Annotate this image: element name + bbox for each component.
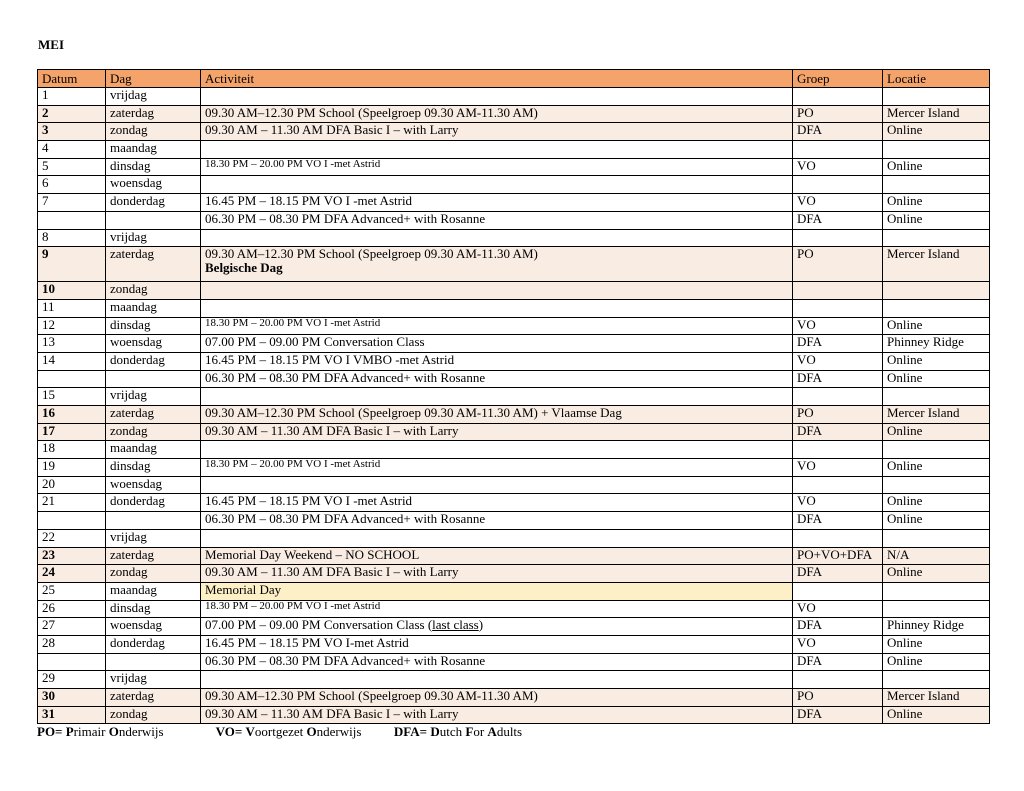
cell-activiteit: [201, 176, 793, 194]
cell-locatie: Online: [883, 494, 990, 512]
cell-groep: DFA: [793, 123, 883, 141]
legend-initial: V: [245, 724, 255, 739]
table-row: [38, 247, 990, 282]
cell-activiteit: [201, 671, 793, 689]
cell-datum: 21: [38, 494, 106, 512]
cell-groep: DFA: [793, 370, 883, 388]
cell-activiteit: [201, 529, 793, 547]
cell-locatie: Mercer Island: [883, 105, 990, 123]
cell-datum: [38, 653, 106, 671]
table-row: [38, 158, 990, 176]
cell-dag: dinsdag: [106, 459, 201, 477]
cell-groep: [793, 388, 883, 406]
cell-datum: [38, 512, 106, 530]
cell-locatie: Online: [883, 459, 990, 477]
cell-locatie: Online: [883, 123, 990, 141]
cell-activiteit: Memorial Day Weekend – NO SCHOOL: [201, 547, 793, 565]
cell-dag: [106, 512, 201, 530]
cell-locatie: [883, 141, 990, 159]
cell-dag: donderdag: [106, 494, 201, 512]
cell-locatie: [883, 476, 990, 494]
cell-dag: zaterdag: [106, 689, 201, 707]
cell-activiteit: Memorial Day: [201, 582, 793, 600]
cell-groep: [793, 229, 883, 247]
legend-word: oortgezet: [254, 724, 307, 739]
activity-line: 09.30 AM–12.30 PM School (Speelgroep 09.30 AM-11.30 AM): [205, 246, 538, 262]
cell-locatie: Online: [883, 211, 990, 229]
table-row: [38, 176, 990, 194]
cell-dag: zaterdag: [106, 105, 201, 123]
cell-locatie: Phinney Ridge: [883, 618, 990, 636]
legend-item: [394, 724, 522, 740]
cell-datum: 18: [38, 441, 106, 459]
cell-activiteit: [201, 299, 793, 317]
cell-datum: 20: [38, 476, 106, 494]
cell-groep: VO: [793, 158, 883, 176]
cell-dag: zondag: [106, 565, 201, 583]
table-row: [38, 600, 990, 618]
cell-datum: 12: [38, 317, 106, 335]
cell-locatie: [883, 600, 990, 618]
cell-activiteit: 16.45 PM – 18.15 PM VO I -met Astrid: [201, 194, 793, 212]
cell-datum: 22: [38, 529, 106, 547]
cell-locatie: [883, 229, 990, 247]
table-row: [38, 653, 990, 671]
cell-groep: PO: [793, 105, 883, 123]
cell-locatie: Mercer Island: [883, 247, 990, 282]
cell-activiteit: [201, 476, 793, 494]
cell-activiteit: 09.30 AM–12.30 PM School (Speelgroep 09.30 AM-11.30 AM) + Vlaamse Dag: [201, 406, 793, 424]
cell-groep: PO: [793, 689, 883, 707]
cell-locatie: Online: [883, 653, 990, 671]
cell-dag: maandag: [106, 441, 201, 459]
cell-datum: 15: [38, 388, 106, 406]
cell-dag: dinsdag: [106, 317, 201, 335]
table-row: [38, 547, 990, 565]
cell-datum: 31: [38, 706, 106, 724]
cell-datum: [38, 211, 106, 229]
cell-groep: DFA: [793, 653, 883, 671]
legend-initial: O: [306, 724, 317, 739]
cell-locatie: N/A: [883, 547, 990, 565]
cell-activiteit: 18.30 PM – 20.00 PM VO I -met Astrid: [201, 158, 793, 176]
legend-abbr: DFA=: [393, 724, 428, 739]
cell-activiteit: 16.45 PM – 18.15 PM VO I-met Astrid: [201, 635, 793, 653]
table-row: [38, 388, 990, 406]
cell-locatie: Online: [883, 370, 990, 388]
table-row: [38, 529, 990, 547]
cell-groep: [793, 176, 883, 194]
cell-dag: woensdag: [106, 476, 201, 494]
cell-groep: [793, 299, 883, 317]
cell-groep: DFA: [793, 335, 883, 353]
cell-activiteit: 09.30 AM – 11.30 AM DFA Basic I – with Larry: [201, 565, 793, 583]
cell-dag: dinsdag: [106, 158, 201, 176]
cell-dag: [106, 211, 201, 229]
cell-locatie: Online: [883, 158, 990, 176]
cell-locatie: Online: [883, 512, 990, 530]
cell-activiteit: 09.30 AM – 11.30 AM DFA Basic I – with Larry: [201, 706, 793, 724]
cell-datum: 30: [38, 689, 106, 707]
cell-dag: vrijdag: [106, 88, 201, 106]
legend-word: rimair: [73, 724, 109, 739]
table-row: [38, 618, 990, 636]
cell-dag: maandag: [106, 141, 201, 159]
table-row: [38, 370, 990, 388]
cell-activiteit: 18.30 PM – 20.00 PM VO I -met Astrid: [201, 600, 793, 618]
cell-dag: zondag: [106, 423, 201, 441]
cell-groep: VO: [793, 635, 883, 653]
cell-datum: 7: [38, 194, 106, 212]
cell-activiteit: 06.30 PM – 08.30 PM DFA Advanced+ with Rosanne: [201, 211, 793, 229]
cell-activiteit: [201, 441, 793, 459]
cell-datum: 19: [38, 459, 106, 477]
table-row: [38, 105, 990, 123]
table-row: [38, 299, 990, 317]
cell-locatie: Phinney Ridge: [883, 335, 990, 353]
legend-abbr: PO=: [37, 724, 63, 739]
cell-locatie: [883, 582, 990, 600]
cell-locatie: Mercer Island: [883, 689, 990, 707]
cell-dag: zondag: [106, 706, 201, 724]
legend-initial: P: [65, 724, 74, 739]
table-row: [38, 476, 990, 494]
cell-locatie: Online: [883, 194, 990, 212]
cell-datum: 2: [38, 105, 106, 123]
cell-groep: DFA: [793, 211, 883, 229]
cell-dag: woensdag: [106, 618, 201, 636]
cell-activiteit: 18.30 PM – 20.00 PM VO I -met Astrid: [201, 317, 793, 335]
table-row: [38, 194, 990, 212]
cell-dag: [106, 653, 201, 671]
cell-datum: 16: [38, 406, 106, 424]
activity-text-end: ): [478, 617, 484, 633]
cell-datum: 11: [38, 299, 106, 317]
header-activiteit: Activiteit: [201, 70, 793, 88]
cell-locatie: [883, 441, 990, 459]
cell-groep: DFA: [793, 423, 883, 441]
legend-gap: [164, 724, 216, 739]
legend-word: nderwijs: [118, 724, 164, 739]
cell-groep: VO: [793, 317, 883, 335]
cell-activiteit: [201, 618, 793, 636]
table-row: [38, 211, 990, 229]
cell-groep: [793, 88, 883, 106]
cell-activiteit: [201, 388, 793, 406]
cell-groep: [793, 529, 883, 547]
cell-locatie: [883, 88, 990, 106]
cell-dag: donderdag: [106, 635, 201, 653]
cell-activiteit: 06.30 PM – 08.30 PM DFA Advanced+ with Rosanne: [201, 512, 793, 530]
cell-dag: [106, 370, 201, 388]
table-row: [38, 123, 990, 141]
table-row: [38, 229, 990, 247]
cell-activiteit: 09.30 AM – 11.30 AM DFA Basic I – with Larry: [201, 123, 793, 141]
cell-dag: maandag: [106, 582, 201, 600]
cell-activiteit: 16.45 PM – 18.15 PM VO I VMBO -met Astrid: [201, 352, 793, 370]
cell-locatie: [883, 671, 990, 689]
cell-locatie: Online: [883, 317, 990, 335]
cell-datum: [38, 370, 106, 388]
cell-datum: 17: [38, 423, 106, 441]
cell-dag: donderdag: [106, 352, 201, 370]
cell-groep: DFA: [793, 706, 883, 724]
cell-dag: zaterdag: [106, 247, 201, 282]
legend-item: [216, 724, 362, 740]
cell-dag: zaterdag: [106, 406, 201, 424]
legend-item: [37, 724, 164, 740]
cell-dag: zondag: [106, 282, 201, 300]
cell-dag: maandag: [106, 299, 201, 317]
cell-datum: 27: [38, 618, 106, 636]
table-row: [38, 352, 990, 370]
header-dag: Dag: [106, 70, 201, 88]
cell-groep: DFA: [793, 618, 883, 636]
legend: [37, 724, 522, 740]
cell-activiteit: 09.30 AM – 11.30 AM DFA Basic I – with Larry: [201, 423, 793, 441]
table-header-row: [38, 70, 990, 88]
cell-locatie: [883, 388, 990, 406]
table-row: [38, 671, 990, 689]
table-row: [38, 88, 990, 106]
cell-dag: woensdag: [106, 335, 201, 353]
cell-locatie: [883, 282, 990, 300]
cell-activiteit: [201, 141, 793, 159]
cell-groep: [793, 141, 883, 159]
cell-activiteit: [201, 88, 793, 106]
header-datum: Datum: [38, 70, 106, 88]
legend-word: dults: [496, 724, 523, 739]
cell-activiteit: 18.30 PM – 20.00 PM VO I -met Astrid: [201, 459, 793, 477]
table-row: [38, 494, 990, 512]
table-row: [38, 317, 990, 335]
cell-datum: 1: [38, 88, 106, 106]
cell-datum: 14: [38, 352, 106, 370]
header-locatie: Locatie: [883, 70, 990, 88]
header-groep: Groep: [793, 70, 883, 88]
cell-groep: VO: [793, 194, 883, 212]
cell-datum: 24: [38, 565, 106, 583]
cell-dag: woensdag: [106, 176, 201, 194]
cell-datum: 9: [38, 247, 106, 282]
cell-activiteit: 06.30 PM – 08.30 PM DFA Advanced+ with Rosanne: [201, 653, 793, 671]
cell-groep: PO+VO+DFA: [793, 547, 883, 565]
legend-initial: A: [487, 724, 497, 739]
cell-datum: 28: [38, 635, 106, 653]
cell-dag: vrijdag: [106, 529, 201, 547]
cell-dag: dinsdag: [106, 600, 201, 618]
table-row: [38, 512, 990, 530]
legend-initial: F: [465, 724, 474, 739]
cell-dag: zondag: [106, 123, 201, 141]
cell-groep: PO: [793, 406, 883, 424]
legend-abbr: VO=: [215, 724, 243, 739]
cell-datum: 10: [38, 282, 106, 300]
cell-datum: 4: [38, 141, 106, 159]
cell-locatie: [883, 529, 990, 547]
table-row: [38, 423, 990, 441]
cell-datum: 5: [38, 158, 106, 176]
cell-datum: 29: [38, 671, 106, 689]
table-row: [38, 406, 990, 424]
cell-datum: 8: [38, 229, 106, 247]
cell-groep: [793, 671, 883, 689]
legend-gap: [361, 724, 394, 739]
cell-groep: VO: [793, 459, 883, 477]
activity-underlined: last class: [432, 617, 479, 633]
cell-activiteit: 07.00 PM – 09.00 PM Conversation Class: [201, 335, 793, 353]
page-title: MEI: [38, 37, 64, 52]
cell-groep: DFA: [793, 512, 883, 530]
cell-dag: vrijdag: [106, 229, 201, 247]
cell-datum: 26: [38, 600, 106, 618]
activity-note: Belgische Dag: [205, 260, 283, 276]
cell-activiteit: [201, 247, 793, 282]
cell-groep: VO: [793, 494, 883, 512]
cell-activiteit: 09.30 AM–12.30 PM School (Speelgroep 09.30 AM-11.30 AM): [201, 689, 793, 707]
cell-dag: zaterdag: [106, 547, 201, 565]
cell-locatie: Online: [883, 706, 990, 724]
cell-groep: [793, 582, 883, 600]
cell-activiteit: [201, 282, 793, 300]
table-row: [38, 282, 990, 300]
table-row: [38, 582, 990, 600]
cell-groep: VO: [793, 352, 883, 370]
legend-initial: D: [430, 724, 440, 739]
table-row: [38, 706, 990, 724]
legend-initial: O: [108, 724, 119, 739]
cell-groep: VO: [793, 600, 883, 618]
cell-dag: donderdag: [106, 194, 201, 212]
cell-dag: vrijdag: [106, 671, 201, 689]
table-row: [38, 689, 990, 707]
table-row: [38, 565, 990, 583]
cell-datum: 6: [38, 176, 106, 194]
table-row: [38, 141, 990, 159]
cell-dag: vrijdag: [106, 388, 201, 406]
cell-locatie: Online: [883, 565, 990, 583]
cell-locatie: Online: [883, 423, 990, 441]
cell-groep: [793, 282, 883, 300]
cell-activiteit: 16.45 PM – 18.15 PM VO I -met Astrid: [201, 494, 793, 512]
cell-locatie: Online: [883, 635, 990, 653]
cell-locatie: Mercer Island: [883, 406, 990, 424]
cell-locatie: [883, 299, 990, 317]
schedule-table: [37, 69, 990, 724]
legend-word: or: [473, 724, 488, 739]
cell-datum: 23: [38, 547, 106, 565]
legend-word: nderwijs: [316, 724, 362, 739]
cell-activiteit: 09.30 AM–12.30 PM School (Speelgroep 09.30 AM-11.30 AM): [201, 105, 793, 123]
cell-locatie: Online: [883, 352, 990, 370]
schedule-body: [38, 88, 990, 724]
table-row: [38, 459, 990, 477]
cell-groep: [793, 476, 883, 494]
cell-locatie: [883, 176, 990, 194]
cell-groep: DFA: [793, 565, 883, 583]
cell-groep: PO: [793, 247, 883, 282]
table-row: [38, 441, 990, 459]
cell-activiteit: [201, 229, 793, 247]
table-row: [38, 635, 990, 653]
legend-word: utch: [439, 724, 466, 739]
activity-text: 07.00 PM – 09.00 PM Conversation Class (: [205, 617, 433, 633]
cell-groep: [793, 441, 883, 459]
cell-activiteit: 06.30 PM – 08.30 PM DFA Advanced+ with Rosanne: [201, 370, 793, 388]
cell-datum: 25: [38, 582, 106, 600]
cell-datum: 3: [38, 123, 106, 141]
table-row: [38, 335, 990, 353]
cell-datum: 13: [38, 335, 106, 353]
